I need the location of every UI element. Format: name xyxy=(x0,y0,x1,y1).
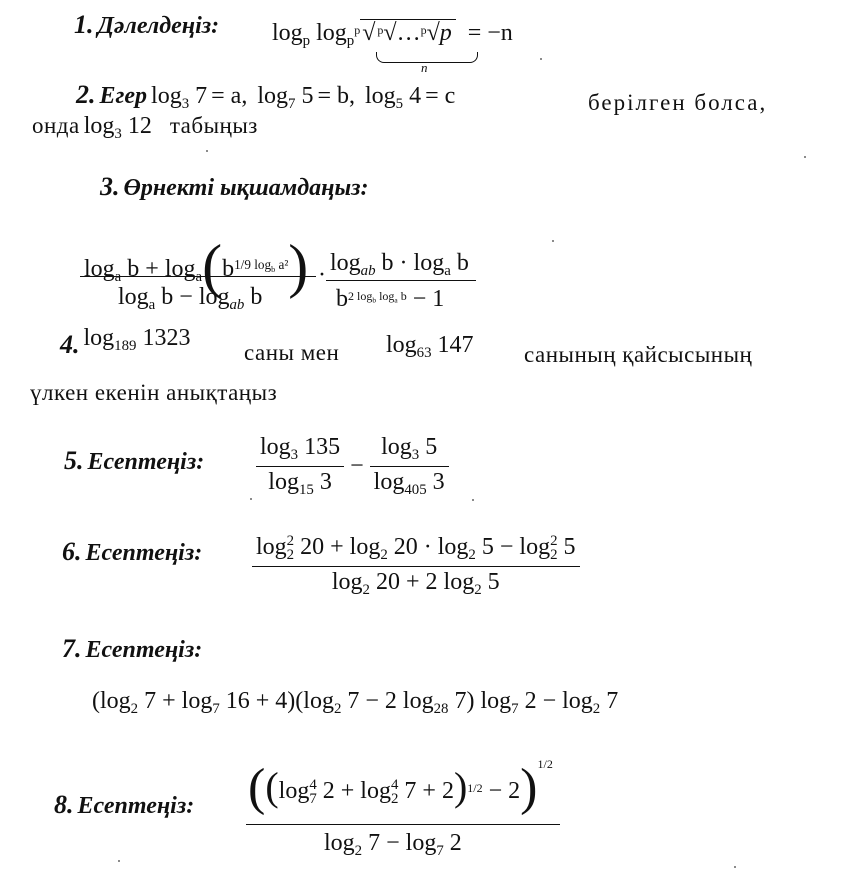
problem-4-suffix: санының қайсысының xyxy=(524,342,753,367)
log63-147: $\log_{63} 147$ xyxy=(386,332,474,362)
target-log3-12: $\log_3 12$ xyxy=(83,113,152,143)
problem-6 xyxy=(62,537,202,567)
problem-7-label: Есептеңіз: xyxy=(85,637,203,663)
scan-speck xyxy=(540,58,542,60)
problem-8-denominator: $\log_2 7 - \log_7 2$ xyxy=(324,830,462,860)
scan-speck xyxy=(552,240,554,242)
given-b: = b, xyxy=(317,83,355,109)
problem-6-number: 6. xyxy=(62,537,82,566)
problem-3-denominator: $\log_a b - \log_{ab} b$ xyxy=(118,284,263,314)
log189-1323: $\log_{189} 1323$ xyxy=(83,325,191,355)
problem-4-middle: саны мен xyxy=(244,340,340,365)
problem-6-label: Есептеңіз: xyxy=(85,540,203,566)
problem-3-numerator-2: $\log_{ab} b \cdot \log_a b$ xyxy=(330,250,469,280)
problem-2-suffix: берілген болса, xyxy=(588,90,768,115)
problem-8 xyxy=(54,790,194,820)
problem-2-label: Егер xyxy=(99,83,148,109)
problem-7 xyxy=(62,634,202,664)
problem-2-suffix-2: табыңыз xyxy=(169,113,258,138)
underbrace-label: n xyxy=(421,60,428,75)
problem-2-prefix: онда xyxy=(32,113,80,138)
given-log7-5: $\log_7 5$ xyxy=(251,83,314,113)
problem-8-number: 8. xyxy=(54,790,74,819)
given-c: = c xyxy=(425,83,456,109)
given-log3-7: $\log_3 7$ xyxy=(151,83,208,113)
scan-speck xyxy=(118,860,120,862)
problem-1-formula: $\log_p \log_p^p√$ $^p$√…$^p$√p = −n xyxy=(272,20,513,50)
scan-speck xyxy=(804,156,806,158)
problem-5-formula: $\frac{\log_3 135}{\log_{15} 3}$ − $\frac{\log_3 5}{\log_{405} 3}$ xyxy=(256,434,449,499)
problem-1-label: Дәлелдеңіз: xyxy=(97,13,220,39)
scan-speck xyxy=(734,866,736,868)
problem-4-line-2: үлкен екенін анықтаңыз xyxy=(30,380,278,405)
problem-1-rhs: = −n xyxy=(467,20,513,46)
problem-2-line-2 xyxy=(32,113,258,143)
scan-speck xyxy=(472,499,474,501)
problem-5-label: Есептеңіз: xyxy=(87,449,205,475)
problem-7-formula: ($\log_2$ $7 + \log_7 16 + 4)(\log_2$ 7 − 2 $\log_{28} 7$) $\log_7 2 - \log_2 7$ xyxy=(92,688,619,718)
scan-speck xyxy=(250,498,252,500)
problem-2-number: 2. xyxy=(76,80,96,109)
problem-3-denominator-2: $b^{2 log_b log_a b} - 1$ xyxy=(336,286,445,312)
problem-3-numerator: $\log_a b + \log_a(b^{1/9 log_b a^2})$ xyxy=(84,233,309,299)
problem-3-frac-bar-2 xyxy=(326,280,476,281)
problem-2-line-1 xyxy=(76,80,455,113)
problem-3 xyxy=(100,172,368,202)
problem-4-line-1 xyxy=(60,325,191,363)
problem-3-label: Өрнекті ықшамдаңыз: xyxy=(123,175,369,201)
problem-8-frac-bar xyxy=(246,824,560,825)
problem-3-dot: · xyxy=(318,262,326,288)
problem-5-number: 5. xyxy=(64,446,84,475)
problem-4-number: 4. xyxy=(60,330,80,359)
problem-8-label: Есептеңіз: xyxy=(77,793,195,819)
problem-3-frac-bar-1 xyxy=(80,276,316,277)
problem-8-numerator: ((log $_{4 7}$ 2 + log $_{4 2}$ 7 + 2)$^{1/2}$ − 2)$^{1/2}$ xyxy=(248,757,553,816)
problem-1-number: 1. xyxy=(74,10,94,39)
problem-6-formula: log $_{2 2}$ $20 + \log_2 20 \cdot \log_2 5 - \log$ $_{2 2}$ 5 $\log_2 20 + 2$ $\log_2 5$ xyxy=(252,534,580,599)
given-log5-4: $\log_5 4$ xyxy=(358,83,422,113)
problem-3-number: 3. xyxy=(100,172,120,201)
given-a: = a, xyxy=(211,83,248,109)
problem-7-number: 7. xyxy=(62,634,82,663)
problem-5 xyxy=(64,446,204,476)
problem-1 xyxy=(74,10,219,40)
scan-speck xyxy=(206,150,208,152)
